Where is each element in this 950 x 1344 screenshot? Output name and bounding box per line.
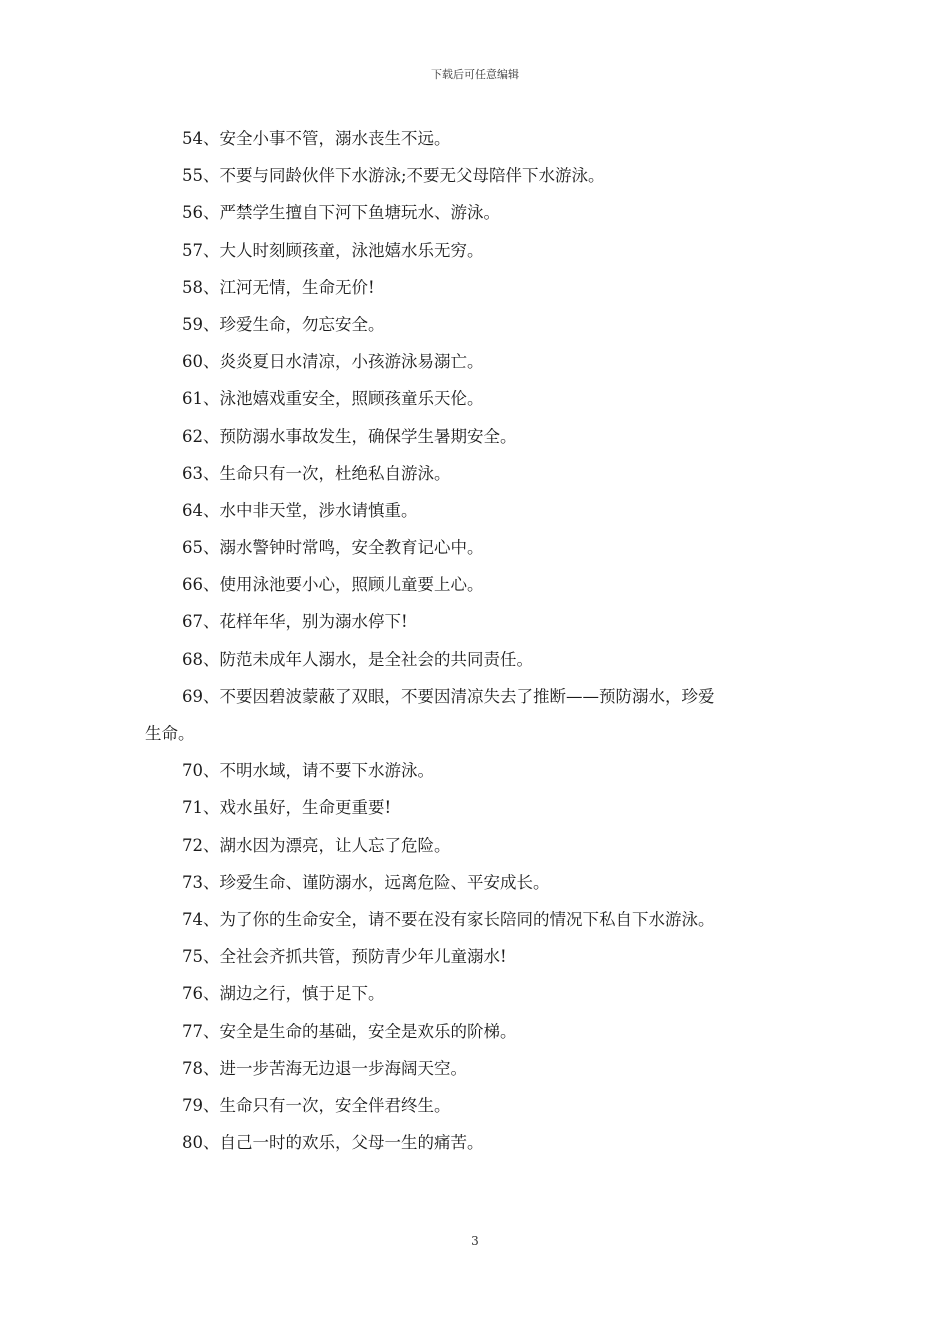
list-item: 73、珍爱生命、谨防溺水，远离危险、平安成长。 — [182, 872, 550, 892]
list-item: 62、预防溺水事故发生，确保学生暑期安全。 — [182, 426, 517, 446]
list-item: 68、防范未成年人溺水，是全社会的共同责任。 — [182, 649, 533, 669]
list-item: 57、大人时刻顾孩童，泳池嬉水乐无穷。 — [182, 240, 484, 260]
document-body — [145, 120, 815, 1161]
list-item: 56、严禁学生擅自下河下鱼塘玩水、游泳。 — [182, 203, 500, 223]
list-item: 74、为了你的生命安全，请不要在没有家长陪同的情况下私自下水游泳。 — [182, 909, 715, 929]
list-item: 72、湖水因为漂亮，让人忘了危险。 — [182, 835, 451, 855]
list-item: 58、江河无情，生命无价! — [182, 277, 375, 297]
list-item: 54、安全小事不管，溺水丧生不远。 — [182, 129, 451, 148]
list-item: 78、进一步苦海无边退一步海阔天空。 — [182, 1058, 467, 1078]
list-item: 70、不明水域，请不要下水游泳。 — [182, 761, 434, 781]
list-item: 55、不要与同龄伙伴下水游泳;不要无父母陪伴下水游泳。 — [182, 166, 605, 186]
list-item: 63、生命只有一次，杜绝私自游泳。 — [182, 463, 451, 483]
list-item: 67、花样年华，别为溺水停下! — [182, 612, 408, 632]
list-item: 71、戏水虽好，生命更重要! — [182, 798, 392, 818]
page-header: 下载后可任意编辑 — [431, 68, 519, 81]
list-item: 59、珍爱生命，勿忘安全。 — [182, 314, 385, 334]
page-number: 3 — [471, 1234, 479, 1248]
list-item: 69、不要因碧波蒙蔽了双眼，不要因清凉失去了推断——预防溺水，珍爱 — [182, 686, 715, 706]
list-item: 75、全社会齐抓共管，预防青少年儿童溺水! — [182, 947, 507, 967]
list-item: 66、使用泳池要小心，照顾儿童要上心。 — [182, 575, 484, 595]
list-item: 64、水中非天堂，涉水请慎重。 — [182, 500, 418, 520]
list-item: 79、生命只有一次，安全伴君终生。 — [182, 1095, 451, 1115]
list-item: 61、泳池嬉戏重安全，照顾孩童乐天伦。 — [182, 389, 484, 409]
list-item: 77、安全是生命的基础，安全是欢乐的阶梯。 — [182, 1021, 517, 1041]
list-item: 60、炎炎夏日水清凉，小孩游泳易溺亡。 — [182, 352, 484, 372]
list-item: 65、溺水警钟时常鸣，安全教育记心中。 — [182, 538, 484, 558]
list-item: 76、湖边之行，慎于足下。 — [182, 984, 385, 1004]
list-item-continuation: 生命。 — [145, 724, 195, 743]
list-item: 80、自己一时的欢乐，父母一生的痛苦。 — [182, 1133, 484, 1153]
